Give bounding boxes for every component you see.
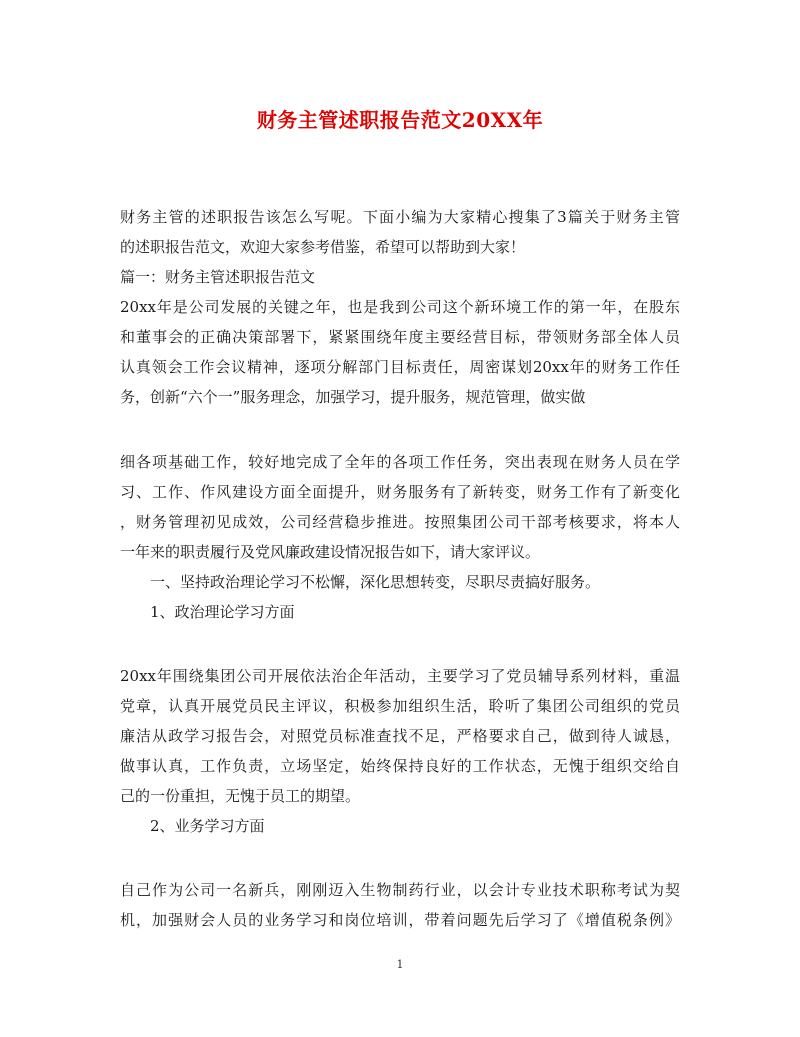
- subsection-heading: 1、政治理论学习方面: [150, 603, 295, 621]
- paragraph-line: 党章，认真开展党员民主评议，积极参加组织生活，聆听了集团公司组织的党员: [120, 697, 680, 715]
- paragraph-line: 己的一份重担，无愧于员工的期望。: [120, 787, 361, 805]
- paragraph-line: 20xx年围绕集团公司开展依法治企年活动，主要学习了党员辅导系列材料，重温: [120, 667, 680, 685]
- paragraph-line: 习、工作、作风建设方面全面提升，财务服务有了新转变，财务工作有了新变化: [120, 483, 680, 501]
- document-title: 财务主管述职报告范文20XX年: [256, 108, 544, 132]
- subsection-heading: 2、业务学习方面: [150, 817, 265, 835]
- paragraph-line: 机，加强财会人员的业务学习和岗位培训，带着问题先后学习了《增值税条例》: [120, 911, 680, 929]
- paragraph-line: 细各项基础工作，较好地完成了全年的各项工作任务，突出表现在财务人员在学: [120, 453, 680, 471]
- paragraph-line: 做事认真，工作负责，立场坚定，始终保持良好的工作状态，无愧于组织交给自: [120, 757, 680, 775]
- page-number: 1: [396, 958, 404, 971]
- paragraph-line: 一年来的职责履行及党风廉政建设情况报告如下，请大家评议。: [120, 543, 541, 561]
- paragraph-line: 和董事会的正确决策部署下，紧紧围绕年度主要经营目标，带领财务部全体人员: [120, 328, 680, 346]
- paragraph-line: 认真领会工作会议精神，逐项分解部门目标责任，周密谋划20xx年的财务工作任: [120, 358, 680, 376]
- paragraph-line: 的述职报告范文，欢迎大家参考借鉴，希望可以帮助到大家！: [120, 238, 526, 256]
- paragraph-line: 廉洁从政学习报告会，对照党员标准查找不足，严格要求自己，做到待人诚恳，: [120, 727, 680, 745]
- paragraph-line: 财务主管的述职报告该怎么写呢。下面小编为大家精心搜集了3篇关于财务主管: [120, 208, 680, 226]
- paragraph-line: 自己作为公司一名新兵，刚刚迈入生物制药行业，以会计专业技术职称考试为契: [120, 881, 680, 899]
- paragraph-line: ，财务管理初见成效，公司经营稳步推进。按照集团公司干部考核要求，将本人: [120, 513, 680, 531]
- section-heading: 一、坚持政治理论学习不松懈，深化思想转变，尽职尽责搞好服务。: [150, 573, 601, 591]
- paragraph-line: 务，创新“六个一”服务理念，加强学习，提升服务，规范管理，做实做: [120, 388, 586, 406]
- section-heading: 篇一：财务主管述职报告范文: [120, 268, 316, 286]
- paragraph-line: 20xx年是公司发展的关键之年，也是我到公司这个新环境工作的第一年，在股东: [120, 298, 680, 316]
